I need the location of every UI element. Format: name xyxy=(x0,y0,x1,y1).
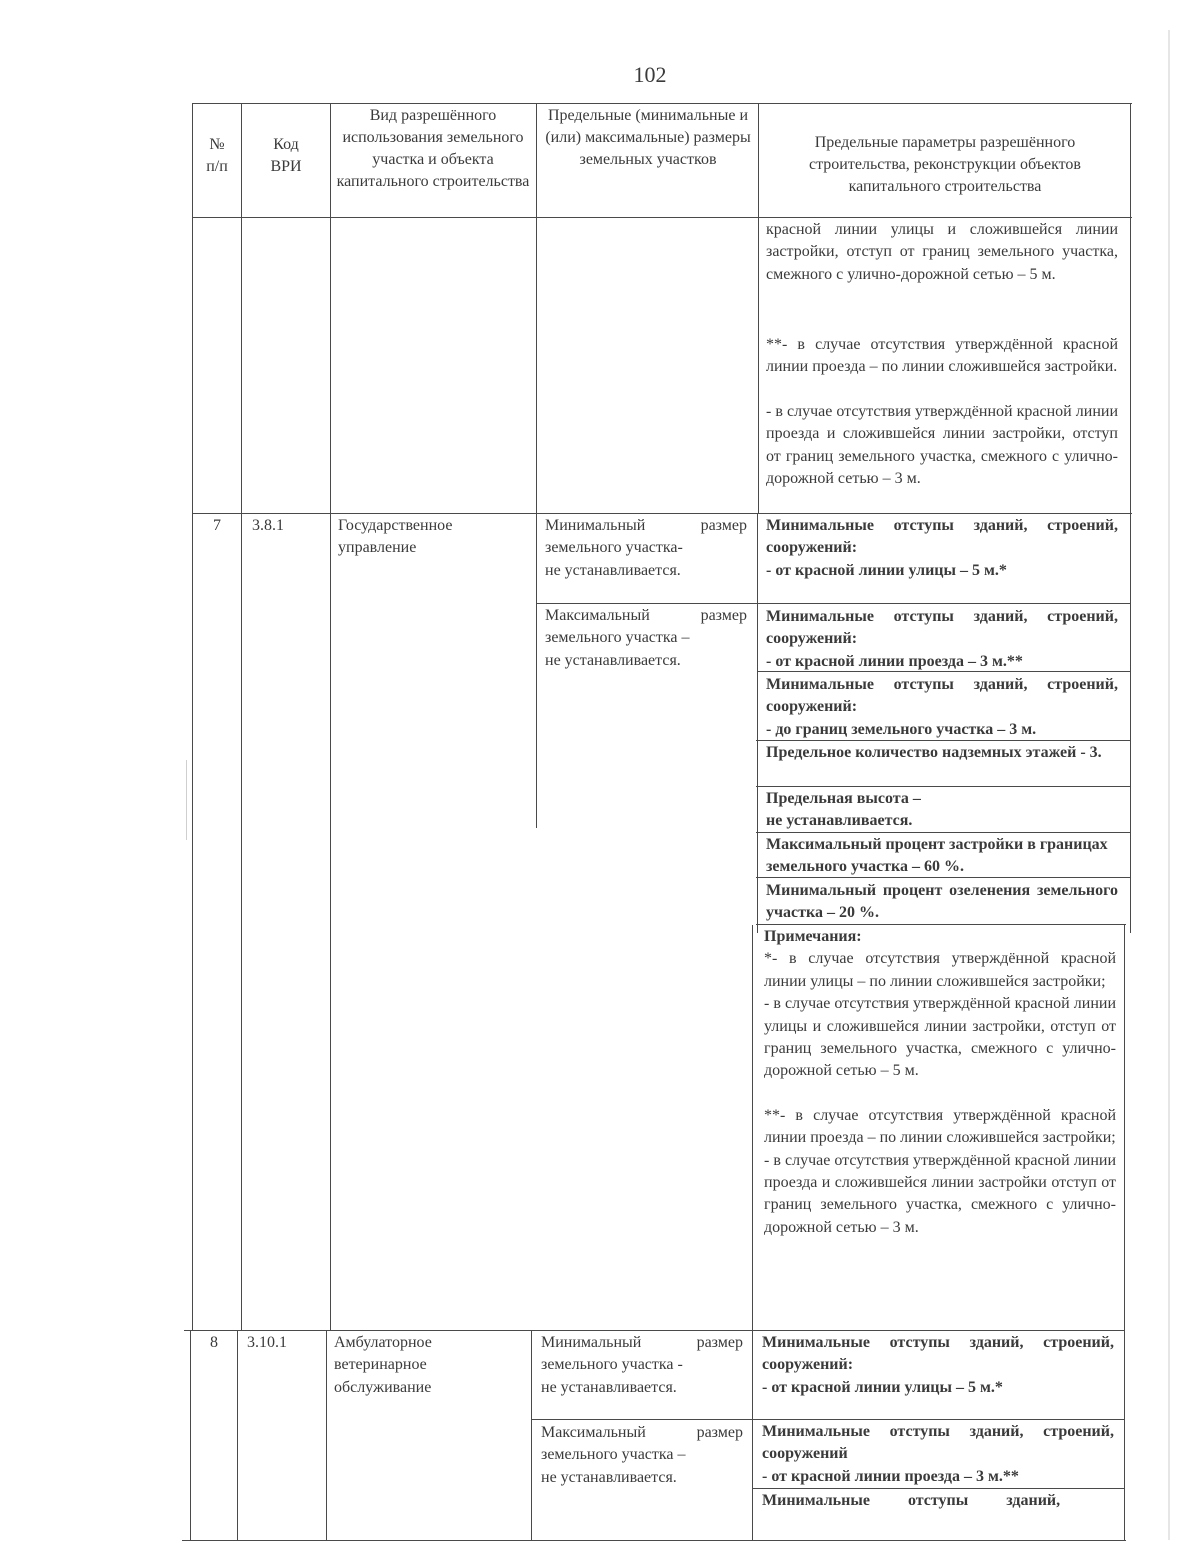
row7-max-size xyxy=(545,605,747,672)
continued-text-2: **- в случае отсутствия утверждённой красной линии проезда – по линии сложившейся застройки. xyxy=(766,336,1118,376)
row8-min-size-value: не устанавливается. xyxy=(541,1378,677,1396)
header-num: № п/п xyxy=(206,136,228,176)
continued-text-3: - в случае отсутствия утверждённой красной линии проезда и сложившейся линии застройки, отступ от границ земельного участка, смежного с улично-дорожной сетью – 3 м. xyxy=(766,403,1118,488)
row7-param-greening: Минимальный процент озеленения земельного участка – 20 %. xyxy=(766,882,1118,922)
row7-param-1: Минимальные отступы зданий, строений, сооружений: - от красной линии улицы – 5 м.* xyxy=(766,517,1118,579)
scan-mark xyxy=(186,760,187,840)
row8-max-size-value: не устанавливается. xyxy=(541,1468,677,1486)
note-2: - в случае отсутствия утверждённой красной линии улицы и сложившейся линии застройки, отступ от границ земельного участка, смежного с улично-дорожной сетью – 5 м. xyxy=(764,995,1116,1080)
header-params: Предельные параметры разрешённого строительства, реконструкции объектов капитального строительства xyxy=(809,134,1081,195)
scan-edge xyxy=(1168,30,1170,1540)
row7-param-3: Минимальные отступы зданий, строений, сооружений: - до границ земельного участка – 3 м. xyxy=(766,676,1118,738)
row7-min-size-label: Минимальный размер земельного участка- xyxy=(545,517,747,557)
row8-code: 3.10.1 xyxy=(247,1334,287,1351)
row7-param-floors: Предельное количество надземных этажей - 3. xyxy=(766,744,1102,761)
row8-param-3: Минимальные отступы зданий, xyxy=(762,1492,1061,1509)
notes-title: Примечания: xyxy=(764,928,862,945)
row7-min-size-value: не устанавливается. xyxy=(545,561,681,579)
continued-text-1: красной линии улицы и сложившейся линии застройки, отступ от границ земельного участка, смежного с улично-дорожной сетью – 5 м. xyxy=(766,221,1118,283)
note-1: *- в случае отсутствия утверждённой красной линии улицы – по линии сложившейся застройки; xyxy=(764,950,1116,990)
row8-param-2: Минимальные отступы зданий, строений, сооружений - от красной линии проезда – 3 м.** xyxy=(762,1423,1114,1485)
row7-use: Государственное управление xyxy=(338,517,453,557)
row7-param-height: Предельная высота – не устанавливается. xyxy=(766,790,921,830)
row7-param-coverage: Максимальный процент застройки в границах земельного участка – 60 %. xyxy=(766,836,1108,876)
row7-min-size xyxy=(545,515,747,582)
row7-code: 3.8.1 xyxy=(252,517,284,534)
row8-min-size xyxy=(541,1332,743,1399)
header-sizes: Предельные (минимальные и (или) максимальные) размеры земельных участков xyxy=(545,107,751,168)
row8-min-size-label: Минимальный размер земельного участка - xyxy=(541,1334,743,1374)
note-4: - в случае отсутствия утверждённой красной линии проезда и сложившейся линии застройки отступ от границ земельного участка, смежного с улично-дорожной сетью – 3 м. xyxy=(764,1151,1116,1236)
header-code: Код ВРИ xyxy=(270,136,302,176)
row8-num: 8 xyxy=(210,1334,218,1351)
row7-notes xyxy=(764,926,1116,1239)
page-number: 102 xyxy=(633,62,667,87)
row8-max-size-label: Максимальный размер земельного участка – xyxy=(541,1424,743,1464)
row8-param-1: Минимальные отступы зданий, строений, сооружений: - от красной линии улицы – 5 м.* xyxy=(762,1334,1114,1396)
row7-max-size-value: не устанавливается. xyxy=(545,651,681,669)
row8-max-size xyxy=(541,1422,743,1489)
row7-num: 7 xyxy=(213,517,221,534)
row7-param-2: Минимальные отступы зданий, строений, сооружений: - от красной линии проезда – 3 м.** xyxy=(766,608,1118,670)
row8-use: Амбулаторное ветеринарное обслуживание xyxy=(334,1334,432,1396)
row7-max-size-label: Максимальный размер земельного участка – xyxy=(545,607,747,647)
header-use: Вид разрешённого использования земельного участка и объекта капитального строительства xyxy=(336,107,530,190)
note-3: **- в случае отсутствия утверждённой красной линии проезда – по линии сложившейся застройки; xyxy=(764,1106,1116,1147)
